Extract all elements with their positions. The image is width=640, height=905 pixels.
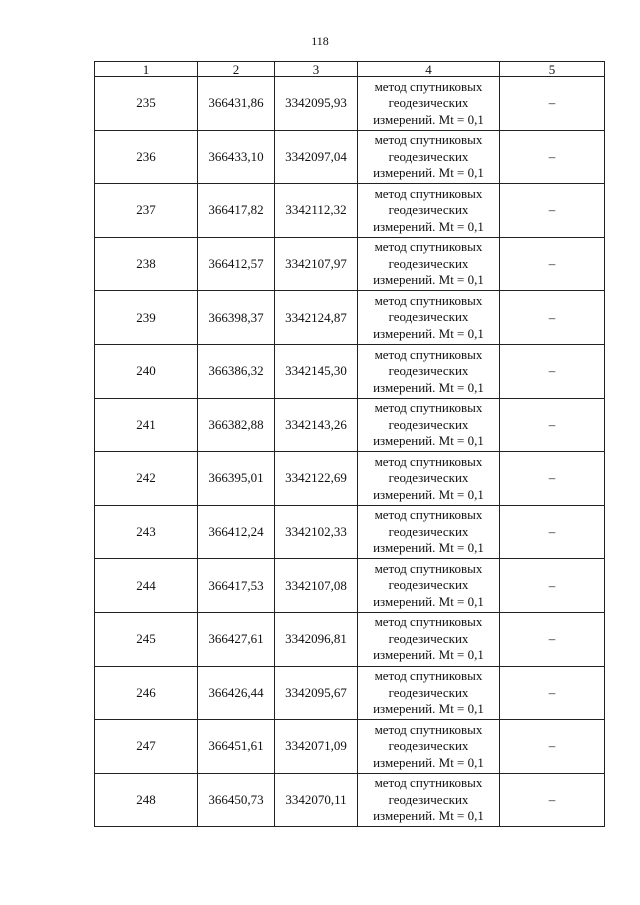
- y-coordinate-cell-text: 3342095,93: [285, 95, 347, 111]
- method-cell-text: метод спутниковых геодезических измерений. Mt = 0,1: [373, 775, 484, 824]
- x-coordinate-cell: [198, 452, 275, 506]
- note-cell: [500, 291, 605, 345]
- y-coordinate-cell-text: 3342107,08: [285, 577, 347, 593]
- point-number-cell-text: 245: [136, 631, 156, 647]
- note-cell-text: –: [548, 631, 556, 647]
- table-row: [95, 237, 605, 291]
- table-body: [95, 77, 605, 827]
- method-cell: [358, 77, 500, 131]
- point-number-cell-text: 246: [136, 684, 156, 700]
- method-cell: [358, 720, 500, 774]
- method-cell: [358, 773, 500, 827]
- x-coordinate-cell-text: 366450,73: [208, 792, 264, 808]
- note-cell: [500, 505, 605, 559]
- point-number-cell: [95, 130, 198, 184]
- x-coordinate-cell-text: 366412,57: [208, 256, 264, 272]
- point-number-cell-text: 241: [136, 416, 156, 432]
- point-number-cell: [95, 344, 198, 398]
- y-coordinate-cell-text: 3342143,26: [285, 416, 347, 432]
- y-coordinate-cell-text: 3342097,04: [285, 148, 347, 164]
- y-coordinate-cell: [275, 773, 358, 827]
- x-coordinate-cell-text: 366427,61: [208, 631, 264, 647]
- y-coordinate-cell: [275, 184, 358, 238]
- x-coordinate-cell: [198, 612, 275, 666]
- point-number-cell: [95, 452, 198, 506]
- note-cell-text: –: [548, 577, 556, 593]
- method-cell: [358, 666, 500, 720]
- x-coordinate-cell: [198, 398, 275, 452]
- method-cell: [358, 237, 500, 291]
- note-cell: [500, 612, 605, 666]
- y-coordinate-cell: [275, 291, 358, 345]
- x-coordinate-cell: [198, 130, 275, 184]
- y-coordinate-cell-text: 3342122,69: [285, 470, 347, 486]
- x-coordinate-cell: [198, 666, 275, 720]
- note-cell-text: –: [548, 95, 556, 111]
- method-cell-text: метод спутниковых геодезических измерений. Mt = 0,1: [373, 132, 484, 181]
- method-cell-text: метод спутниковых геодезических измерений. Mt = 0,1: [373, 560, 484, 609]
- table-row: [95, 291, 605, 345]
- table-row: [95, 773, 605, 827]
- y-coordinate-cell: [275, 505, 358, 559]
- point-number-cell: [95, 612, 198, 666]
- y-coordinate-cell-text: 3342096,81: [285, 631, 347, 647]
- x-coordinate-cell-text: 366386,32: [208, 363, 264, 379]
- note-cell-text: –: [548, 256, 556, 272]
- method-cell: [358, 184, 500, 238]
- x-coordinate-cell-text: 366433,10: [208, 148, 264, 164]
- table-row: [95, 398, 605, 452]
- x-coordinate-cell-text: 366417,82: [208, 202, 264, 218]
- point-number-cell: [95, 291, 198, 345]
- y-coordinate-cell-text: 3342107,97: [285, 256, 347, 272]
- point-number-cell: [95, 77, 198, 131]
- note-cell-text: –: [548, 363, 556, 379]
- column-header: 4: [358, 62, 500, 77]
- note-cell-text: –: [548, 470, 556, 486]
- point-number-cell: [95, 666, 198, 720]
- point-number-cell: [95, 773, 198, 827]
- x-coordinate-cell: [198, 720, 275, 774]
- x-coordinate-cell: [198, 773, 275, 827]
- point-number-cell-text: 244: [136, 577, 156, 593]
- note-cell: [500, 184, 605, 238]
- y-coordinate-cell-text: 3342102,33: [285, 524, 347, 540]
- method-cell-text: метод спутниковых геодезических измерений. Mt = 0,1: [373, 185, 484, 234]
- table-row: [95, 612, 605, 666]
- table-row: [95, 720, 605, 774]
- note-cell: [500, 130, 605, 184]
- point-number-cell-text: 235: [136, 95, 156, 111]
- method-cell: [358, 505, 500, 559]
- note-cell: [500, 452, 605, 506]
- table-row: [95, 77, 605, 131]
- note-cell: [500, 720, 605, 774]
- note-cell-text: –: [548, 416, 556, 432]
- y-coordinate-cell: [275, 452, 358, 506]
- method-cell: [358, 130, 500, 184]
- method-cell-text: метод спутниковых геодезических измерений. Mt = 0,1: [373, 78, 484, 127]
- point-number-cell: [95, 559, 198, 613]
- method-cell-text: метод спутниковых геодезических измерений. Mt = 0,1: [373, 721, 484, 770]
- note-cell: [500, 666, 605, 720]
- method-cell-text: метод спутниковых геодезических измерений. Mt = 0,1: [373, 614, 484, 663]
- point-number-cell-text: 243: [136, 524, 156, 540]
- y-coordinate-cell: [275, 720, 358, 774]
- note-cell-text: –: [548, 792, 556, 808]
- note-cell-text: –: [548, 524, 556, 540]
- method-cell-text: метод спутниковых геодезических измерений. Mt = 0,1: [373, 453, 484, 502]
- point-number-cell: [95, 505, 198, 559]
- point-number-cell-text: 242: [136, 470, 156, 486]
- note-cell: [500, 773, 605, 827]
- point-number-cell-text: 248: [136, 792, 156, 808]
- coordinates-table: [94, 61, 605, 827]
- y-coordinate-cell-text: 3342145,30: [285, 363, 347, 379]
- column-header: 5: [500, 62, 605, 77]
- method-cell: [358, 452, 500, 506]
- point-number-cell-text: 240: [136, 363, 156, 379]
- y-coordinate-cell-text: 3342112,32: [285, 202, 347, 218]
- y-coordinate-cell: [275, 130, 358, 184]
- x-coordinate-cell: [198, 237, 275, 291]
- x-coordinate-cell-text: 366431,86: [208, 95, 264, 111]
- point-number-cell-text: 238: [136, 256, 156, 272]
- x-coordinate-cell-text: 366412,24: [208, 524, 264, 540]
- column-header: 1: [95, 62, 198, 77]
- method-cell: [358, 344, 500, 398]
- method-cell-text: метод спутниковых геодезических измерений. Mt = 0,1: [373, 400, 484, 449]
- table-row: [95, 130, 605, 184]
- x-coordinate-cell-text: 366417,53: [208, 577, 264, 593]
- note-cell-text: –: [548, 202, 556, 218]
- x-coordinate-cell-text: 366426,44: [208, 684, 264, 700]
- y-coordinate-cell-text: 3342071,09: [285, 738, 347, 754]
- note-cell-text: –: [548, 309, 556, 325]
- x-coordinate-cell: [198, 344, 275, 398]
- point-number-cell-text: 237: [136, 202, 156, 218]
- page-number: 118: [311, 34, 329, 48]
- method-cell-text: метод спутниковых геодезических измерений. Mt = 0,1: [373, 346, 484, 395]
- point-number-cell: [95, 720, 198, 774]
- note-cell: [500, 344, 605, 398]
- note-cell-text: –: [548, 738, 556, 754]
- y-coordinate-cell: [275, 344, 358, 398]
- y-coordinate-cell: [275, 559, 358, 613]
- table-row: [95, 666, 605, 720]
- x-coordinate-cell-text: 366398,37: [208, 309, 264, 325]
- table-header-row: [95, 62, 605, 77]
- x-coordinate-cell: [198, 77, 275, 131]
- point-number-cell-text: 236: [136, 148, 156, 164]
- y-coordinate-cell: [275, 77, 358, 131]
- method-cell: [358, 612, 500, 666]
- x-coordinate-cell: [198, 505, 275, 559]
- y-coordinate-cell: [275, 612, 358, 666]
- table-row: [95, 344, 605, 398]
- y-coordinate-cell-text: 3342070,11: [285, 792, 347, 808]
- point-number-cell: [95, 398, 198, 452]
- y-coordinate-cell: [275, 666, 358, 720]
- x-coordinate-cell-text: 366395,01: [208, 470, 264, 486]
- point-number-cell-text: 247: [136, 738, 156, 754]
- column-header: 2: [198, 62, 275, 77]
- y-coordinate-cell: [275, 398, 358, 452]
- y-coordinate-cell-text: 3342095,67: [285, 684, 347, 700]
- column-header: 3: [275, 62, 358, 77]
- x-coordinate-cell-text: 366382,88: [208, 416, 264, 432]
- table-row: [95, 559, 605, 613]
- x-coordinate-cell: [198, 184, 275, 238]
- method-cell-text: метод спутниковых геодезических измерений. Mt = 0,1: [373, 668, 484, 717]
- method-cell: [358, 559, 500, 613]
- y-coordinate-cell-text: 3342124,87: [285, 309, 347, 325]
- x-coordinate-cell: [198, 291, 275, 345]
- method-cell-text: метод спутниковых геодезических измерений. Mt = 0,1: [373, 507, 484, 556]
- method-cell: [358, 398, 500, 452]
- table-row: [95, 505, 605, 559]
- note-cell: [500, 77, 605, 131]
- table-row: [95, 184, 605, 238]
- point-number-cell: [95, 184, 198, 238]
- table-row: [95, 452, 605, 506]
- y-coordinate-cell: [275, 237, 358, 291]
- x-coordinate-cell: [198, 559, 275, 613]
- note-cell-text: –: [548, 684, 556, 700]
- note-cell: [500, 237, 605, 291]
- point-number-cell-text: 239: [136, 309, 156, 325]
- note-cell: [500, 398, 605, 452]
- note-cell-text: –: [548, 148, 556, 164]
- method-cell-text: метод спутниковых геодезических измерений. Mt = 0,1: [373, 292, 484, 341]
- point-number-cell: [95, 237, 198, 291]
- x-coordinate-cell-text: 366451,61: [208, 738, 264, 754]
- method-cell: [358, 291, 500, 345]
- method-cell-text: метод спутниковых геодезических измерений. Mt = 0,1: [373, 239, 484, 288]
- note-cell: [500, 559, 605, 613]
